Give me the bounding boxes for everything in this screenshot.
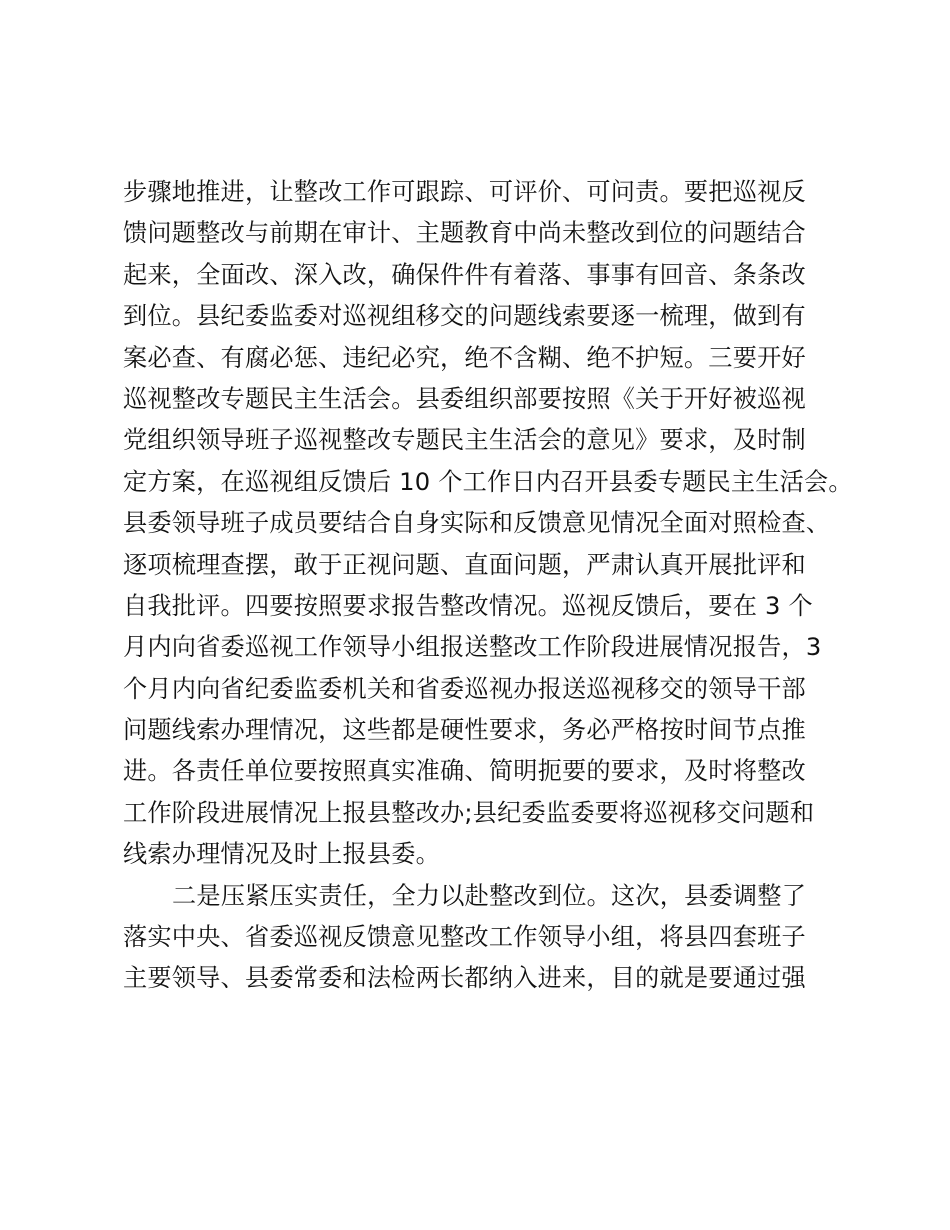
body-text: [123, 172, 863, 1000]
text-line: 起来，全面改、深入改，确保件件有着落、事事有回音、条条改: [123, 260, 806, 289]
text-line: 工作阶段进展情况上报县整改办;县纪委监委要将巡视移交问题和: [123, 798, 815, 827]
text-line: 到位。县纪委监委对巡视组移交的问题线索要逐一梳理，做到有: [123, 302, 806, 331]
text-line: 落实中央、省委巡视反馈意见整改工作领导小组，将县四套班子: [123, 923, 806, 952]
text-line: 党组织领导班子巡视整改专题民主生活会的意见》要求，及时制: [123, 426, 806, 455]
text-line: 月内向省委巡视工作领导小组报送整改工作阶段进展情况报告，3: [123, 633, 822, 662]
text-line: 自我批评。四要按照要求报告整改情况。巡视反馈后，要在 3 个: [123, 591, 813, 620]
text-line: 逐项梳理查摆，敢于正视问题、直面问题，严肃认真开展批评和: [123, 550, 806, 579]
text-line: 巡视整改专题民主生活会。县委组织部要按照《关于开好被巡视: [123, 384, 806, 413]
paragraph-start-line: 二是压紧压实责任，全力以赴整改到位。这次，县委调整了: [172, 881, 807, 910]
text-line: 案必查、有腐必惩、违纪必究，绝不含糊、绝不护短。三要开好: [123, 343, 806, 372]
text-line: 主要领导、县委常委和法检两长都纳入进来，目的就是要通过强: [123, 964, 806, 993]
text-line: 进。各责任单位要按照真实准确、简明扼要的要求，及时将整改: [123, 757, 806, 786]
text-line: 问题线索办理情况，这些都是硬性要求，务必严格按时间节点推: [123, 716, 806, 745]
text-line: 定方案，在巡视组反馈后 10 个工作日内召开县委专题民主生活会。: [123, 467, 853, 496]
text-line: 步骤地推进，让整改工作可跟踪、可评价、可问责。要把巡视反: [123, 178, 806, 206]
text-line: 个月内向省纪委监委机关和省委巡视办报送巡视移交的领导干部: [123, 674, 806, 703]
text-line: 线索办理情况及时上报县委。: [123, 840, 441, 869]
text-line: 县委领导班子成员要结合自身实际和反馈意见情况全面对照检查、: [123, 509, 831, 538]
text-line: 馈问题整改与前期在审计、主题教育中尚未整改到位的问题结合: [123, 219, 806, 248]
